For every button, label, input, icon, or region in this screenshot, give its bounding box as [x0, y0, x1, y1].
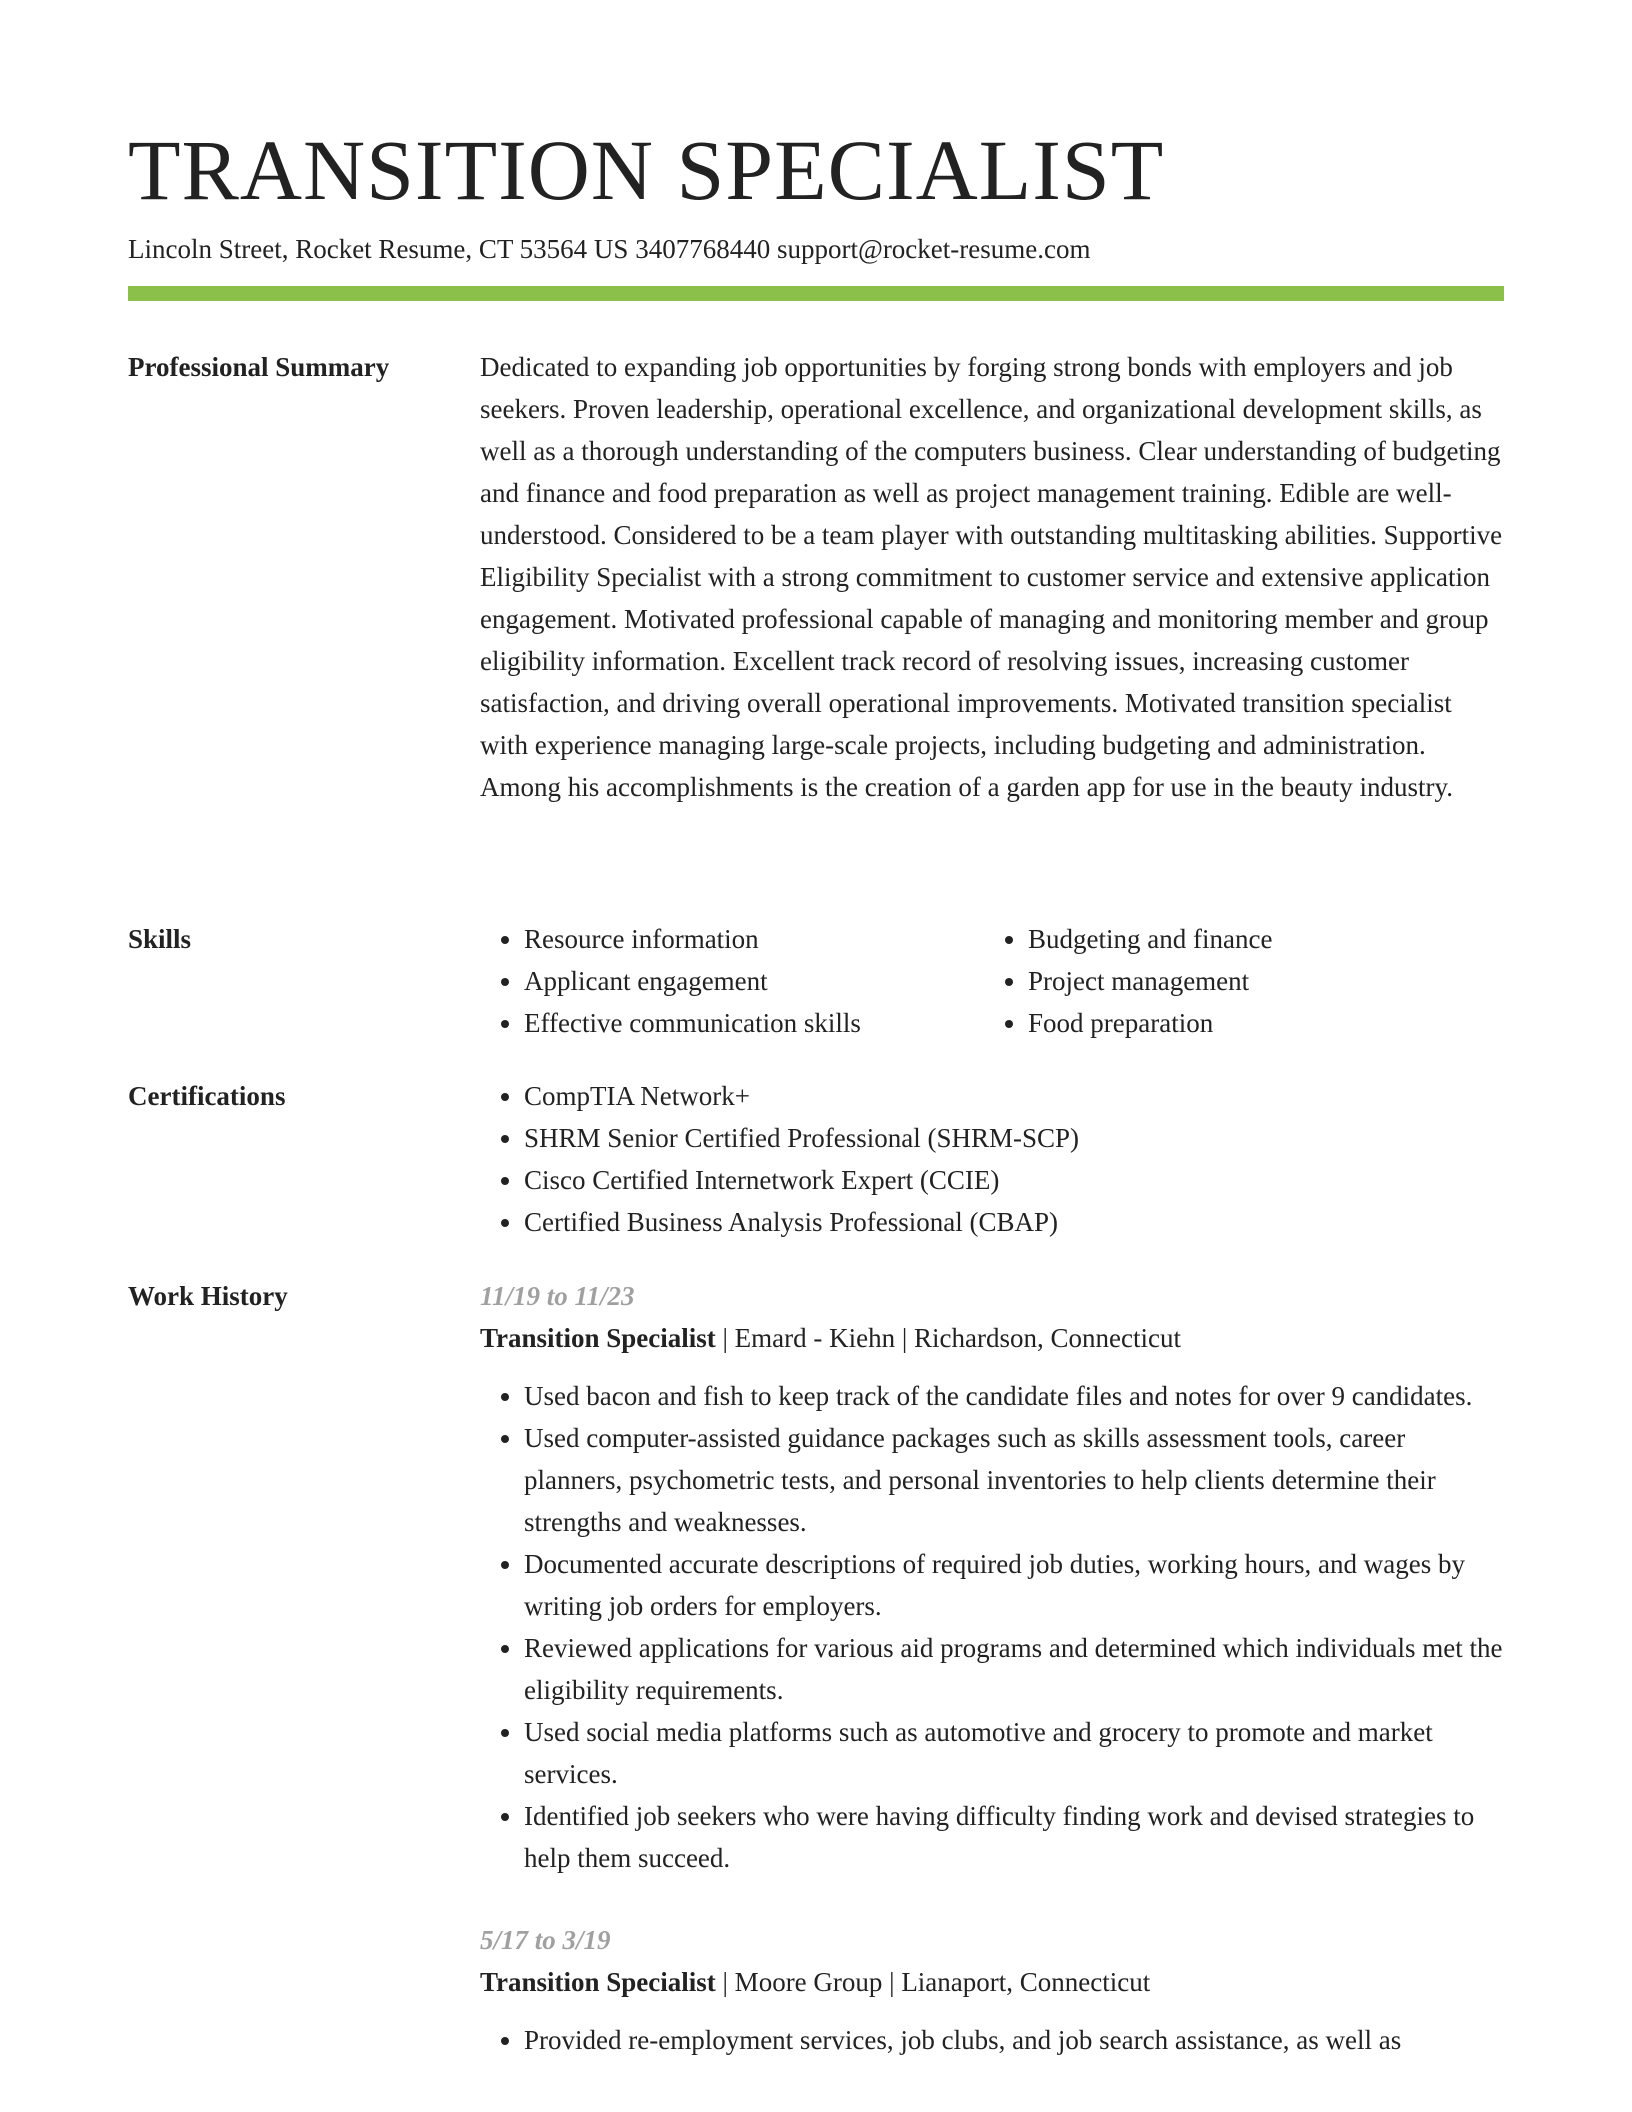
- section-label-work-history: Work History: [128, 1281, 288, 1311]
- skills-column-1: [480, 918, 984, 1044]
- job-bullet: • Provided re-employment services, job clubs, and job search assistance, as well as: [524, 2019, 1504, 2061]
- certification-item: • Certified Business Analysis Professional (CBAP): [524, 1201, 1504, 1243]
- job-details: | Emard - Kiehn | Richardson, Connecticut: [715, 1323, 1181, 1353]
- skill-item: • Resource information: [524, 918, 984, 960]
- skill-item: • Applicant engagement: [524, 960, 984, 1002]
- job-bullet: • Used bacon and fish to keep track of the candidate files and notes for over 9 candidates.: [524, 1375, 1504, 1417]
- job-bullet: • Identified job seekers who were having difficulty finding work and devised strategies to help them succeed.: [524, 1795, 1504, 1879]
- certifications-body: [480, 1075, 1504, 1243]
- certification-item: • SHRM Senior Certified Professional (SHRM-SCP): [524, 1117, 1504, 1159]
- section-label-summary: Professional Summary: [128, 352, 390, 382]
- job-heading: [480, 1961, 1504, 2003]
- job-entry: [480, 1919, 1504, 2061]
- job-bullet: • Documented accurate descriptions of required job duties, working hours, and wages by writing job orders for employers.: [524, 1543, 1504, 1627]
- summary-body: [480, 346, 1504, 808]
- resume-name: TRANSITION SPECIALIST: [128, 122, 1165, 218]
- certification-item: • CompTIA Network+: [524, 1075, 1504, 1117]
- skill-item: • Budgeting and finance: [1028, 918, 1488, 960]
- job-bullet: • Used computer-assisted guidance packages such as skills assessment tools, career planners, psychometric tests, and personal inventories to help clients determine their strengths and weaknesses.: [524, 1417, 1504, 1543]
- job-bullets: [480, 1375, 1504, 1879]
- job-dates: 5/17 to 3/19: [480, 1925, 611, 1955]
- accent-divider: [128, 286, 1504, 301]
- skills-column-2: [984, 918, 1488, 1044]
- skill-item: • Effective communication skills: [524, 1002, 984, 1044]
- skills-body: [480, 918, 1504, 1044]
- job-bullets: [480, 2019, 1504, 2061]
- summary-text: Dedicated to expanding job opportunities by forging strong bonds with employers and job seekers. Proven leadership, operational excellence, and organizational development skills, as well as a thorough understanding of the computers business. Clear understanding of budgeting and finance and food preparation as well as project management training. Edible are well-understood. Considered to be a team player with outstanding multitasking abilities. Supportive Eligibility Specialist with a strong commitment to customer service and extensive application engagement. Motivated professional capable of managing and monitoring member and group eligibility information. Excellent track record of resolving issues, increasing customer satisfaction, and driving overall operational improvements. Motivated transition specialist with experience managing large-scale projects, including budgeting and administration. Among his accomplishments is the creation of a garden app for use in the beauty industry.: [480, 352, 1503, 802]
- job-bullet: • Used social media platforms such as automotive and grocery to promote and market services.: [524, 1711, 1504, 1795]
- contact-line: Lincoln Street, Rocket Resume, CT 53564 US 3407768440 support@rocket-resume.com: [128, 234, 1091, 264]
- job-entry: [480, 1275, 1504, 1879]
- section-label-skills: Skills: [128, 924, 192, 954]
- skill-item: • Project management: [1028, 960, 1488, 1002]
- certification-item: • Cisco Certified Internetwork Expert (CCIE): [524, 1159, 1504, 1201]
- section-label-certifications: Certifications: [128, 1081, 286, 1111]
- job-dates: 11/19 to 11/23: [480, 1281, 635, 1311]
- job-bullet: • Reviewed applications for various aid programs and determined which individuals met the eligibility requirements.: [524, 1627, 1504, 1711]
- certifications-list: [480, 1075, 1504, 1243]
- job-title: Transition Specialist: [480, 1323, 716, 1353]
- skill-item: • Food preparation: [1028, 1002, 1488, 1044]
- job-heading: [480, 1317, 1504, 1359]
- job-title: Transition Specialist: [480, 1967, 716, 1997]
- job-details: | Moore Group | Lianaport, Connecticut: [715, 1967, 1151, 1997]
- work-history-body: [480, 1275, 1504, 2061]
